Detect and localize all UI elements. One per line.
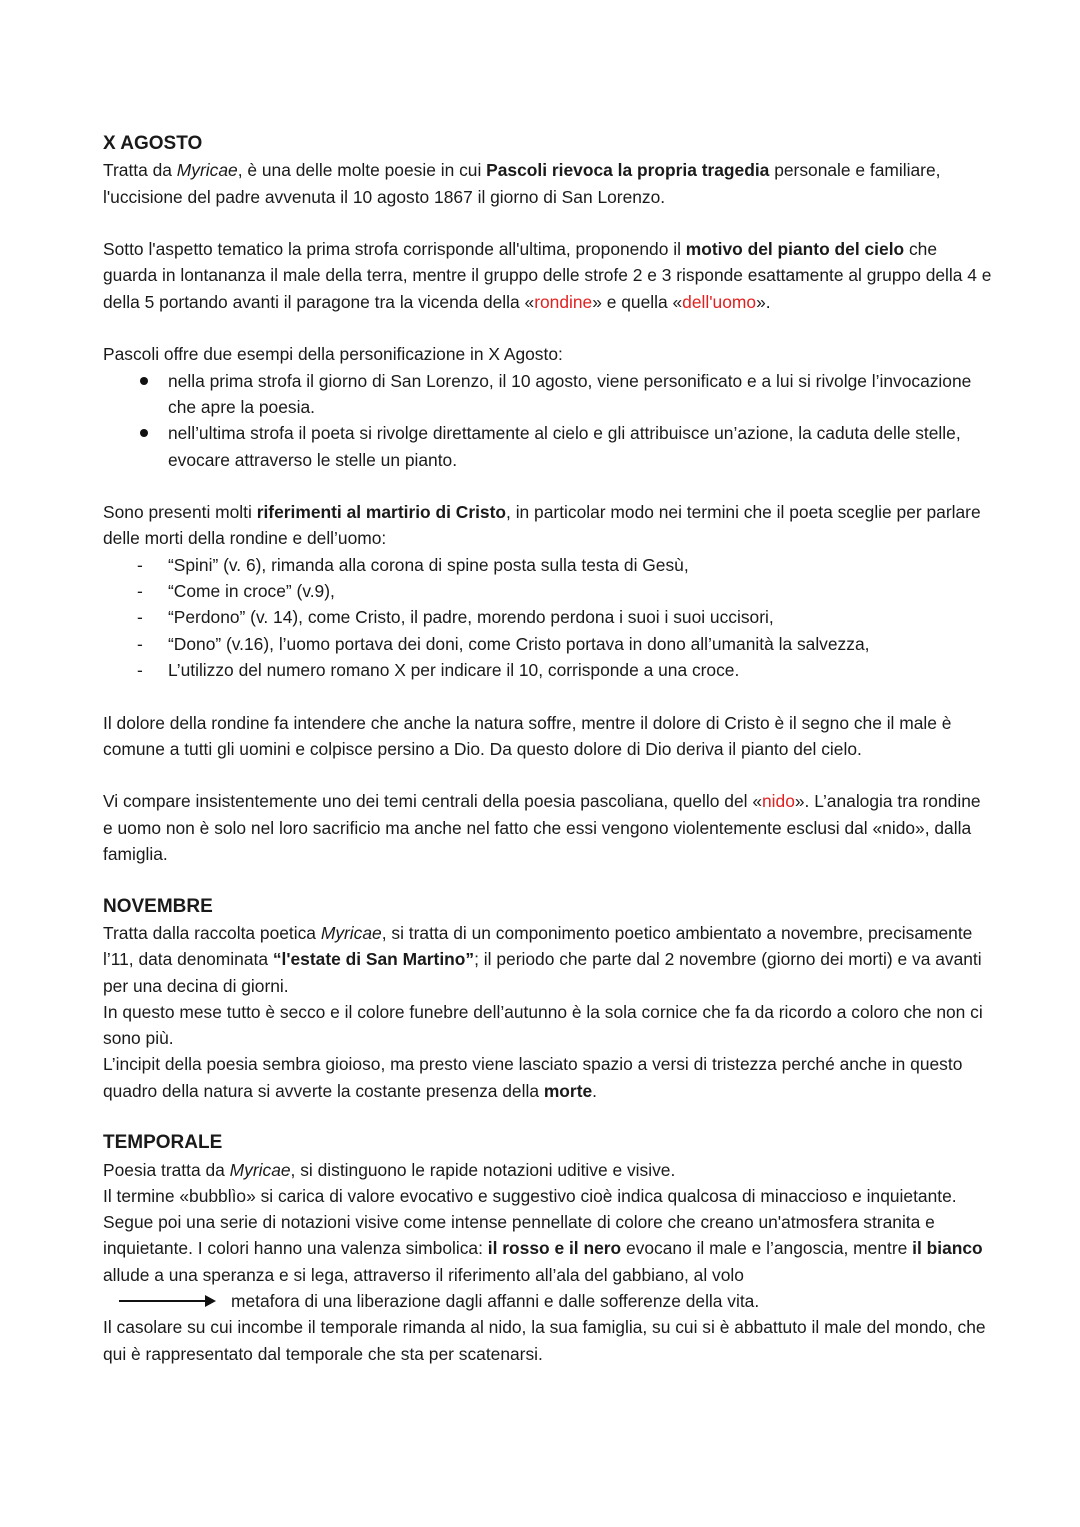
paragraph — [103, 1157, 993, 1183]
text: ». L’analogia tra rondine e uomo non è solo nel loro sacrificio ma anche nel fatto che essi vengono violentemente esclusi dal «nido», dalla famiglia. — [103, 791, 981, 865]
list-item — [103, 552, 993, 578]
text: Sono presenti molti — [103, 502, 257, 523]
paragraph — [103, 236, 993, 315]
text: L’incipit della poesia sembra gioioso, ma presto viene lasciato spazio a versi di tristezza perché anche in questo quadro della natura si avverte la costante presenza della — [103, 1054, 963, 1101]
paragraph — [103, 788, 993, 867]
paragraph: In questo mese tutto è secco e il colore funebre dell’autunno è la sola cornice che fa da ricordo a coloro che non ci sono più. — [103, 1001, 983, 1049]
text: Segue poi una serie di notazioni visive come intense pennellate di colore che creano un'atmosfera stranita e inquietante. I colori hanno una valenza simbolica: — [103, 1212, 935, 1259]
arrow-right-icon — [119, 1300, 214, 1302]
text: Poesia tratta da — [103, 1159, 230, 1180]
bold-text: il bianco — [912, 1238, 983, 1259]
arrow-paragraph — [103, 1288, 993, 1314]
bold-text: motivo del pianto del cielo — [685, 239, 905, 260]
list-item — [103, 604, 993, 630]
text: evocano il male e l’angoscia, mentre — [621, 1238, 913, 1259]
dash-icon: - — [137, 633, 143, 654]
text: , è una delle molte poesie in cui — [237, 160, 487, 181]
paragraph — [103, 1209, 993, 1288]
list-item-text: “Dono” (v.16), l’uomo portava dei doni, come Cristo portava in dono all’umanità la salvezza, — [168, 633, 870, 654]
list-item-text: L’utilizzo del numero romano X per indicare il 10, corrisponde a una croce. — [168, 659, 740, 680]
list-item-text: nella prima strofa il giorno di San Lorenzo, il 10 agosto, viene personificato e a lui si rivolge l’invocazione che apre la poesia. — [168, 370, 972, 417]
list-item-text: “Come in croce” (v.9), — [168, 581, 335, 602]
paragraph — [103, 499, 993, 552]
text: metafora di una liberazione dagli affanni e dalle sofferenze della vita. — [231, 1291, 760, 1312]
dash-icon: - — [137, 607, 143, 628]
paragraph: Il casolare su cui incombe il temporale rimanda al nido, la sua famiglia, su cui si è abbattuto il male del mondo, che qui è rappresentato dal temporale che sta per scatenarsi. — [103, 1317, 986, 1364]
bold-text: morte — [543, 1080, 593, 1101]
text: . — [592, 1080, 598, 1101]
text: allude a una speranza e si lega, attraverso il riferimento all’ala del gabbiano, al volo — [103, 1264, 744, 1285]
text: Sotto l'aspetto tematico la prima strofa corrisponde all'ultima, proponendo il — [103, 239, 686, 260]
list-item — [103, 631, 993, 657]
paragraph — [103, 920, 993, 999]
list-item — [103, 578, 993, 604]
paragraph: Il termine «bubblìo» si carica di valore evocativo e suggestivo cioè indica qualcosa di minaccioso e inquietante. — [103, 1185, 957, 1206]
dash-icon: - — [137, 659, 143, 680]
text: ; il periodo che parte dal 2 novembre (giorno dei morti) e va avanti per una decina di giorni. — [103, 949, 982, 996]
dash-list — [103, 552, 993, 683]
bullet-icon — [140, 377, 148, 385]
red-highlight: nido — [762, 791, 795, 812]
list-item — [103, 657, 993, 683]
paragraph: Pascoli offre due esempi della personificazione in X Agosto: — [103, 344, 563, 365]
list-item — [103, 368, 993, 421]
italic-text: Myricae — [229, 1159, 291, 1180]
dash-icon: - — [137, 581, 143, 602]
paragraph — [103, 1051, 993, 1104]
bullet-icon — [140, 429, 148, 437]
section-title-temporale: TEMPORALE — [103, 1132, 223, 1154]
bold-text: Pascoli rievoca la propria tragedia — [486, 160, 770, 181]
text: Vi compare insistentemente uno dei temi centrali della poesia pascoliana, quello del « — [103, 791, 762, 812]
section-title-novembre: NOVEMBRE — [103, 895, 213, 917]
text: personale e familiare, l'uccisione del padre avvenuta il 10 agosto 1867 il giorno di San Lorenzo. — [103, 160, 941, 207]
text: , si tratta di un componimento poetico ambientato a novembre, precisamente l’11, data denominata — [103, 922, 973, 970]
text: ». — [756, 291, 771, 312]
bold-text: riferimenti al martirio di Cristo — [256, 502, 507, 523]
list-item-text: “Spini” (v. 6), rimanda alla corona di spine posta sulla testa di Gesù, — [168, 554, 689, 575]
bullet-list — [103, 368, 993, 473]
list-item-text: nell’ultima strofa il poeta si rivolge direttamente al cielo e gli attribuisce un’azione, la caduta delle stelle, evocare attraverso le stelle un pianto. — [168, 423, 961, 470]
text: Tratta da — [103, 160, 177, 181]
dash-icon: - — [137, 554, 143, 575]
list-item-text: “Perdono” (v. 14), come Cristo, il padre, morendo perdona i suoi i suoi uccisori, — [168, 607, 774, 628]
red-highlight: rondine — [534, 291, 593, 312]
list-item — [103, 420, 993, 473]
italic-text: Myricae — [176, 160, 238, 181]
text: , si distinguono le rapide notazioni uditive e visive. — [290, 1159, 676, 1180]
text: che guarda in lontananza il male della terra, mentre il gruppo delle strofe 2 e 3 risponde esattamente al gruppo della 4 e della 5 portando avanti il paragone tra la vicenda della « — [103, 239, 992, 312]
bold-text: il rosso e il nero — [487, 1238, 622, 1259]
text: Tratta dalla raccolta poetica — [103, 922, 321, 943]
document-page — [103, 131, 993, 1367]
paragraph: Il dolore della rondine fa intendere che anche la natura soffre, mentre il dolore di Cristo è il segno che il male è comune a tutti gli uomini e colpisce persino a Dio. Da questo dolore di Dio deriva il pianto del cielo. — [103, 712, 952, 759]
text: , in particolar modo nei termini che il poeta sceglie per parlare delle morti della rondine e dell’uomo: — [103, 502, 981, 549]
italic-text: Myricae — [320, 922, 382, 943]
section-title-x-agosto: X AGOSTO — [103, 133, 203, 154]
paragraph — [103, 157, 993, 210]
bold-text: “l'estate di San Martino” — [272, 949, 475, 970]
red-highlight: dell'uomo — [682, 291, 757, 312]
text: » e quella « — [592, 291, 683, 312]
